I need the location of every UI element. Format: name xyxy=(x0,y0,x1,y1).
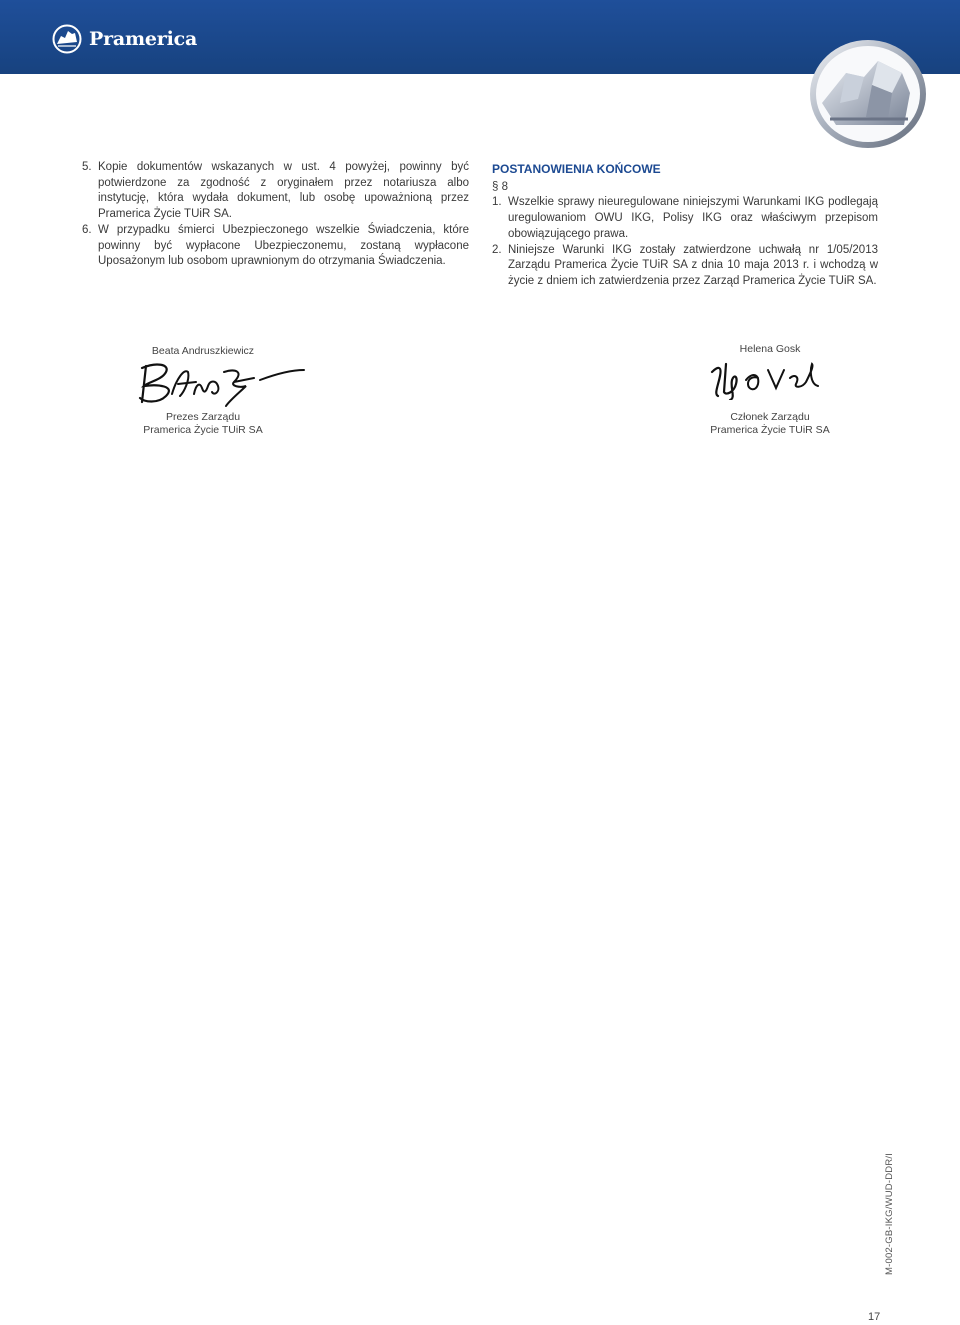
item-text: Niniejsze Warunki IKG zostały zatwierdzone uchwałą nr 1/05/2013 Zarządu Pramerica Życie TUiR SA z dnia 10 maja 2013 r. i wchodzą w życie z dniem ich zatwierdzenia przez Zarząd Pramerica Życie TUiR SA. xyxy=(508,243,878,287)
signer-role: Członek Zarządu xyxy=(730,411,810,423)
item-text: Wszelkie sprawy nieuregulowane niniejszymi Warunkami IKG podlegają uregulowaniom OWU IKG, Polisy IKG oraz właściwym przepisom obowiązującego prawa. xyxy=(508,196,878,240)
list-item xyxy=(82,160,469,223)
rock-emblem-icon xyxy=(806,33,930,151)
signer-name: Helena Gosk xyxy=(739,343,801,355)
signer-name: Beata Andruszkiewicz xyxy=(151,345,255,357)
list-item xyxy=(492,243,878,290)
list-item xyxy=(82,223,469,270)
paragraph-number: § 8 xyxy=(492,180,508,193)
signer-company: Pramerica Życie TUiR SA xyxy=(710,424,830,436)
pramerica-logo xyxy=(52,24,197,54)
item-text: W przypadku śmierci Ubezpieczonego wszelkie Świadczenia, które powinny być wypłacone Ubezpieczonemu, zostaną wypłacone Uposażonym lub osobom uprawnionym do otrzymania Świadczenia. xyxy=(98,223,469,268)
right-column xyxy=(492,160,878,290)
page-number: 17 xyxy=(868,1311,881,1323)
signature-image xyxy=(136,358,308,410)
item-number: 1. xyxy=(492,196,502,209)
item-text: Kopie dokumentów wskazanych w ust. 4 powyżej, powinny być potwierdzone za zgodność z oryginałem przez notariusza albo instytucję, która wydała dokument, lub osobę upoważnioną przez Pramerica Życie TUiR SA. xyxy=(98,161,469,221)
brand-name: Pramerica xyxy=(89,28,198,50)
left-column xyxy=(82,160,469,270)
item-number: 2. xyxy=(492,243,502,256)
item-number: 5. xyxy=(82,161,92,173)
signer-company: Pramerica Życie TUiR SA xyxy=(143,424,263,436)
document-id: M-002-GB-IKG/WUD-DDR/I xyxy=(884,1152,895,1275)
section-title: POSTANOWIENIA KOŃCOWE xyxy=(492,162,661,176)
signer-role: Prezes Zarządu xyxy=(165,411,241,423)
item-number: 6. xyxy=(82,223,92,236)
rock-logo-icon xyxy=(52,24,84,54)
list-item xyxy=(492,195,878,242)
